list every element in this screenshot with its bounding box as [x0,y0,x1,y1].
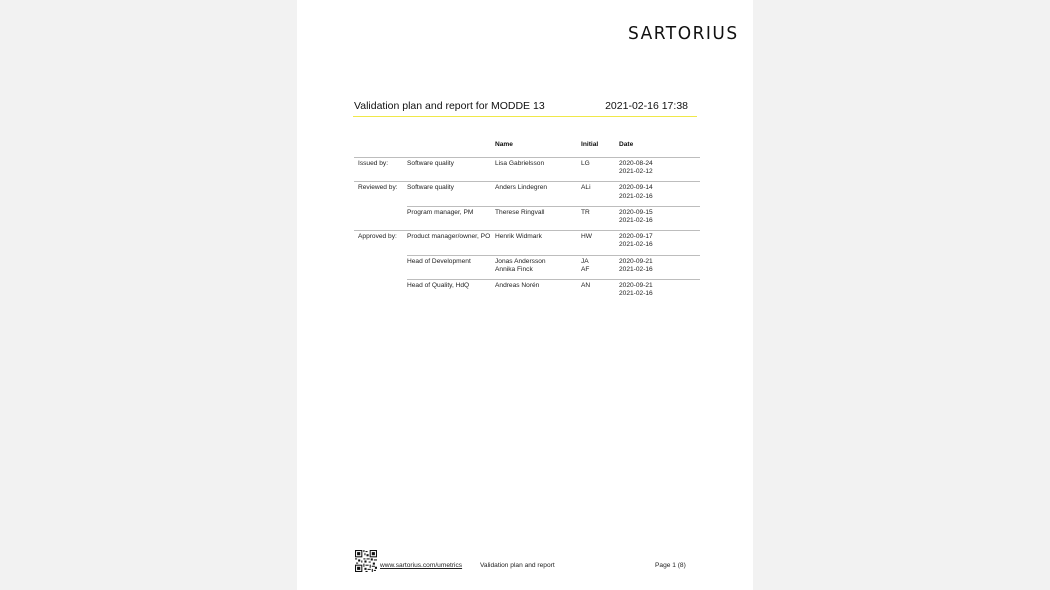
page-number: Page 1 (8) [655,562,686,569]
page-footer [355,550,695,572]
initial-1: JA [581,257,589,265]
header-date: Date [619,141,634,148]
table-row [354,231,700,255]
function-cell: Software quality [407,158,495,182]
date-cell [619,231,700,255]
role-cell [354,280,407,304]
function-cell: Head of Quality, HdQ [407,280,495,304]
initial-cell: HW [581,231,619,255]
qr-code-icon [355,550,377,572]
initial-cell [581,255,619,279]
name-cell: Anders Lindegren [495,182,581,206]
header-name: Name [495,141,513,148]
name-cell [495,255,581,279]
date-2: 2021-02-12 [619,168,653,176]
initial-cell: LG [581,158,619,182]
table-row [354,158,700,182]
table-row [354,255,700,279]
function-cell: Product manager/owner, PO [407,231,495,255]
role-cell [354,206,407,230]
table-header-row [354,141,700,158]
date-2: 2021-02-16 [619,241,653,249]
website-link[interactable]: www.sartorius.com/umetrics [380,562,463,569]
table-row [354,280,700,304]
name-cell: Therese Ringvall [495,206,581,230]
name-cell: Andreas Norén [495,280,581,304]
initial-cell: TR [581,206,619,230]
document-datetime: 2021-02-16 17:38 [605,100,688,112]
date-cell [619,182,700,206]
document-title: Validation plan and report for MODDE 13 [354,100,545,112]
date-2: 2021-02-16 [619,290,653,298]
date-cell [619,255,700,279]
function-cell: Software quality [407,182,495,206]
initial-cell: ALi [581,182,619,206]
date-2: 2021-02-16 [619,265,653,273]
date-2: 2021-02-16 [619,192,653,200]
function-cell: Program manager, PM [407,206,495,230]
sartorius-logo: SARTORIUS [628,23,739,45]
header-function [407,141,495,158]
name-cell: Henrik Widmark [495,231,581,255]
date-cell [619,158,700,182]
document-page [297,0,753,590]
date-1: 2020-08-24 [619,160,653,167]
role-cell: Reviewed by: [354,182,407,206]
function-cell: Head of Development [407,255,495,279]
date-1: 2020-09-21 [619,257,653,265]
date-1: 2020-09-15 [619,208,653,216]
date-cell [619,206,700,230]
name-2: Annika Finck [495,265,533,273]
date-2: 2021-02-16 [619,217,653,225]
header-role [354,141,407,158]
name-1: Jonas Andersson [495,257,546,265]
footer-document-name: Validation plan and report [480,562,555,569]
table-row [354,206,700,230]
header-initial: Initial [581,141,599,148]
role-cell: Issued by: [354,158,407,182]
initial-2: AF [581,265,590,273]
date-1: 2020-09-14 [619,184,653,192]
date-cell [619,280,700,304]
date-1: 2020-09-17 [619,233,653,241]
name-cell: Lisa Gabrielsson [495,158,581,182]
document-header [353,100,697,117]
initial-cell: AN [581,280,619,304]
role-cell: Approved by: [354,231,407,255]
approvals-table [354,141,700,303]
table-row [354,182,700,206]
date-1: 2020-09-21 [619,282,653,290]
role-cell [354,255,407,279]
